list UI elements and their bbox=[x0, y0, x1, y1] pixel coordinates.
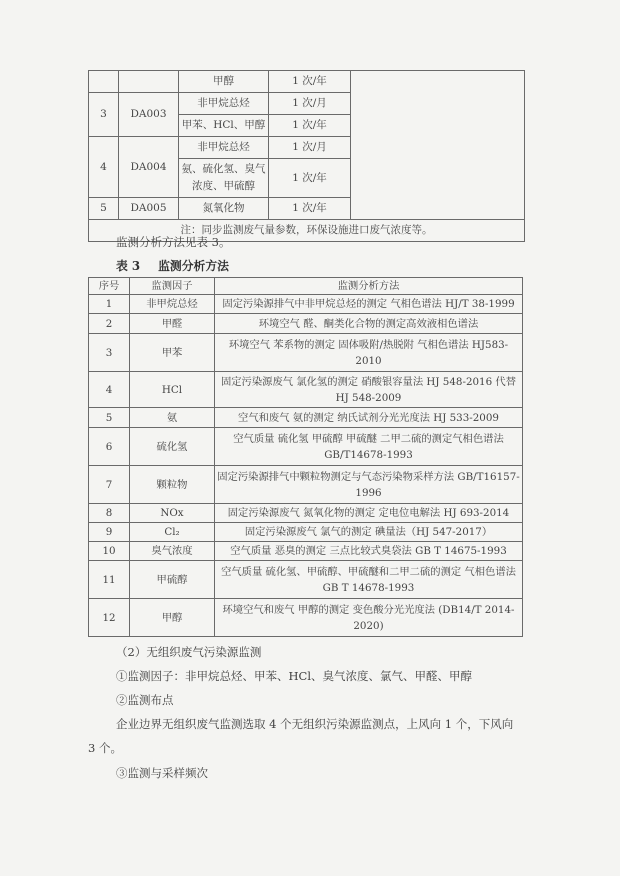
monitoring-factor: Cl₂ bbox=[130, 523, 215, 542]
monitoring-factor: 颗粒物 bbox=[130, 466, 215, 504]
table-note: 注：同步监测废气量参数，环保设施进口废气浓度等。 bbox=[89, 220, 525, 242]
analysis-method: 固定污染源废气 氯气的测定 碘量法（HJ 547-2017） bbox=[215, 523, 523, 542]
monitoring-factor: 甲苯、HCl、甲醇 bbox=[179, 115, 269, 137]
analysis-method: 固定污染源排气中非甲烷总烃的测定 气相色谱法 HJ/T 38-1999 bbox=[215, 295, 523, 314]
table-row bbox=[89, 295, 523, 314]
row-number bbox=[89, 71, 119, 93]
table-caption bbox=[116, 257, 247, 274]
monitoring-factor: 硫化氢 bbox=[130, 428, 215, 466]
row-number: 4 bbox=[89, 137, 119, 198]
analysis-method: 固定污染源废气 氯化氢的测定 硝酸银容量法 HJ 548-2016 代替 HJ 548-2009 bbox=[215, 372, 523, 408]
analysis-method: 空气质量 硫化氢、甲硫醇、甲硫醚和二甲二硫的测定 气相色谱法 GB T 14678-1993 bbox=[215, 561, 523, 599]
table-row bbox=[89, 428, 523, 466]
row-number: 11 bbox=[89, 561, 130, 599]
row-number: 2 bbox=[89, 314, 130, 334]
outlet-code: DA004 bbox=[119, 137, 179, 198]
monitoring-frequency: 1 次/月 bbox=[269, 93, 351, 115]
monitoring-frequency: 1 次/年 bbox=[269, 71, 351, 93]
monitoring-factor: HCl bbox=[130, 372, 215, 408]
table-row bbox=[89, 599, 523, 637]
monitoring-frequency: 1 次/年 bbox=[269, 198, 351, 220]
table-row bbox=[89, 408, 523, 428]
outlet-code: DA003 bbox=[119, 93, 179, 137]
row-number: 7 bbox=[89, 466, 130, 504]
monitoring-frequency-table bbox=[88, 70, 525, 242]
table-row bbox=[89, 334, 523, 372]
table-row bbox=[89, 561, 523, 599]
monitoring-factor: 非甲烷总烃 bbox=[179, 137, 269, 159]
analysis-method: 固定污染源废气 氮氧化物的测定 定电位电解法 HJ 693-2014 bbox=[215, 504, 523, 523]
outlet-code: DA005 bbox=[119, 198, 179, 220]
header-method: 监测分析方法 bbox=[215, 278, 523, 295]
table-caption-title: 监测分析方法 bbox=[158, 259, 229, 273]
monitoring-factor: 氨 bbox=[130, 408, 215, 428]
analysis-method: 空气和废气 氨的测定 纳氏试剂分光光度法 HJ 533-2009 bbox=[215, 408, 523, 428]
analysis-method: 环境空气和废气 甲醇的测定 变色酸分光光度法 (DB14/T 2014-2020) bbox=[215, 599, 523, 637]
row-number: 9 bbox=[89, 523, 130, 542]
analysis-method: 环境空气 苯系物的测定 固体吸附/热脱附 气相色谱法 HJ583-2010 bbox=[215, 334, 523, 372]
monitoring-factor: 氮氧化物 bbox=[179, 198, 269, 220]
table-row bbox=[89, 542, 523, 561]
monitoring-factor: 甲醇 bbox=[179, 71, 269, 93]
monitoring-points-heading: ②监测布点 bbox=[116, 693, 174, 707]
row-number: 5 bbox=[89, 198, 119, 220]
row-number: 3 bbox=[89, 334, 130, 372]
monitoring-frequency: 1 次/年 bbox=[269, 115, 351, 137]
table-row bbox=[89, 523, 523, 542]
sampling-frequency-heading: ③监测与采样频次 bbox=[116, 766, 208, 780]
monitoring-factor: 非甲烷总烃 bbox=[179, 93, 269, 115]
analysis-method: 空气质量 恶臭的测定 三点比较式臭袋法 GB T 14675-1993 bbox=[215, 542, 523, 561]
monitoring-factor: 甲醛 bbox=[130, 314, 215, 334]
monitoring-factor: 甲硫醇 bbox=[130, 561, 215, 599]
analysis-method: 环境空气 醛、酮类化合物的测定高效液相色谱法 bbox=[215, 314, 523, 334]
intro-text: 监测分析方法见表 3。 bbox=[116, 235, 231, 249]
table-row bbox=[89, 372, 523, 408]
table-header-row bbox=[89, 278, 523, 295]
monitoring-points-text-cont: 3 个。 bbox=[88, 741, 122, 755]
monitoring-factor: 臭气浓度 bbox=[130, 542, 215, 561]
analysis-method: 空气质量 硫化氢 甲硫醇 甲硫醚 二甲二硫的测定气相色谱法 GB/T14678-1993 bbox=[215, 428, 523, 466]
blank-column bbox=[351, 71, 525, 220]
row-number: 12 bbox=[89, 599, 130, 637]
row-number: 10 bbox=[89, 542, 130, 561]
monitoring-points-text: 企业边界无组织废气监测选取 4 个无组织污染源监测点，上风向 1 个，下风向 bbox=[116, 717, 514, 731]
table-row bbox=[89, 466, 523, 504]
table-caption-number: 表 3 bbox=[116, 259, 141, 273]
header-factor: 监测因子 bbox=[130, 278, 215, 295]
outlet-code bbox=[119, 71, 179, 93]
monitoring-factor: 甲苯 bbox=[130, 334, 215, 372]
monitoring-frequency: 1 次/月 bbox=[269, 137, 351, 159]
section-heading: （2）无组织废气污染源监测 bbox=[116, 645, 262, 659]
monitoring-frequency: 1 次/年 bbox=[269, 159, 351, 198]
monitoring-factor: NOx bbox=[130, 504, 215, 523]
table-row bbox=[89, 314, 523, 334]
monitoring-factor: 非甲烷总烃 bbox=[130, 295, 215, 314]
row-number: 8 bbox=[89, 504, 130, 523]
row-number: 3 bbox=[89, 93, 119, 137]
header-number: 序号 bbox=[89, 278, 130, 295]
table-row bbox=[89, 71, 525, 93]
row-number: 5 bbox=[89, 408, 130, 428]
row-number: 1 bbox=[89, 295, 130, 314]
monitoring-factor: 氨、硫化氢、臭气浓度、甲硫醇 bbox=[179, 159, 269, 198]
analysis-method-table bbox=[88, 277, 523, 637]
row-number: 6 bbox=[89, 428, 130, 466]
row-number: 4 bbox=[89, 372, 130, 408]
monitoring-factors-text: ①监测因子：非甲烷总烃、甲苯、HCl、臭气浓度、氯气、甲醛、甲醇 bbox=[116, 669, 473, 683]
monitoring-factor: 甲醇 bbox=[130, 599, 215, 637]
analysis-method: 固定污染源排气中颗粒物测定与气态污染物采样方法 GB/T16157-1996 bbox=[215, 466, 523, 504]
table-row bbox=[89, 504, 523, 523]
